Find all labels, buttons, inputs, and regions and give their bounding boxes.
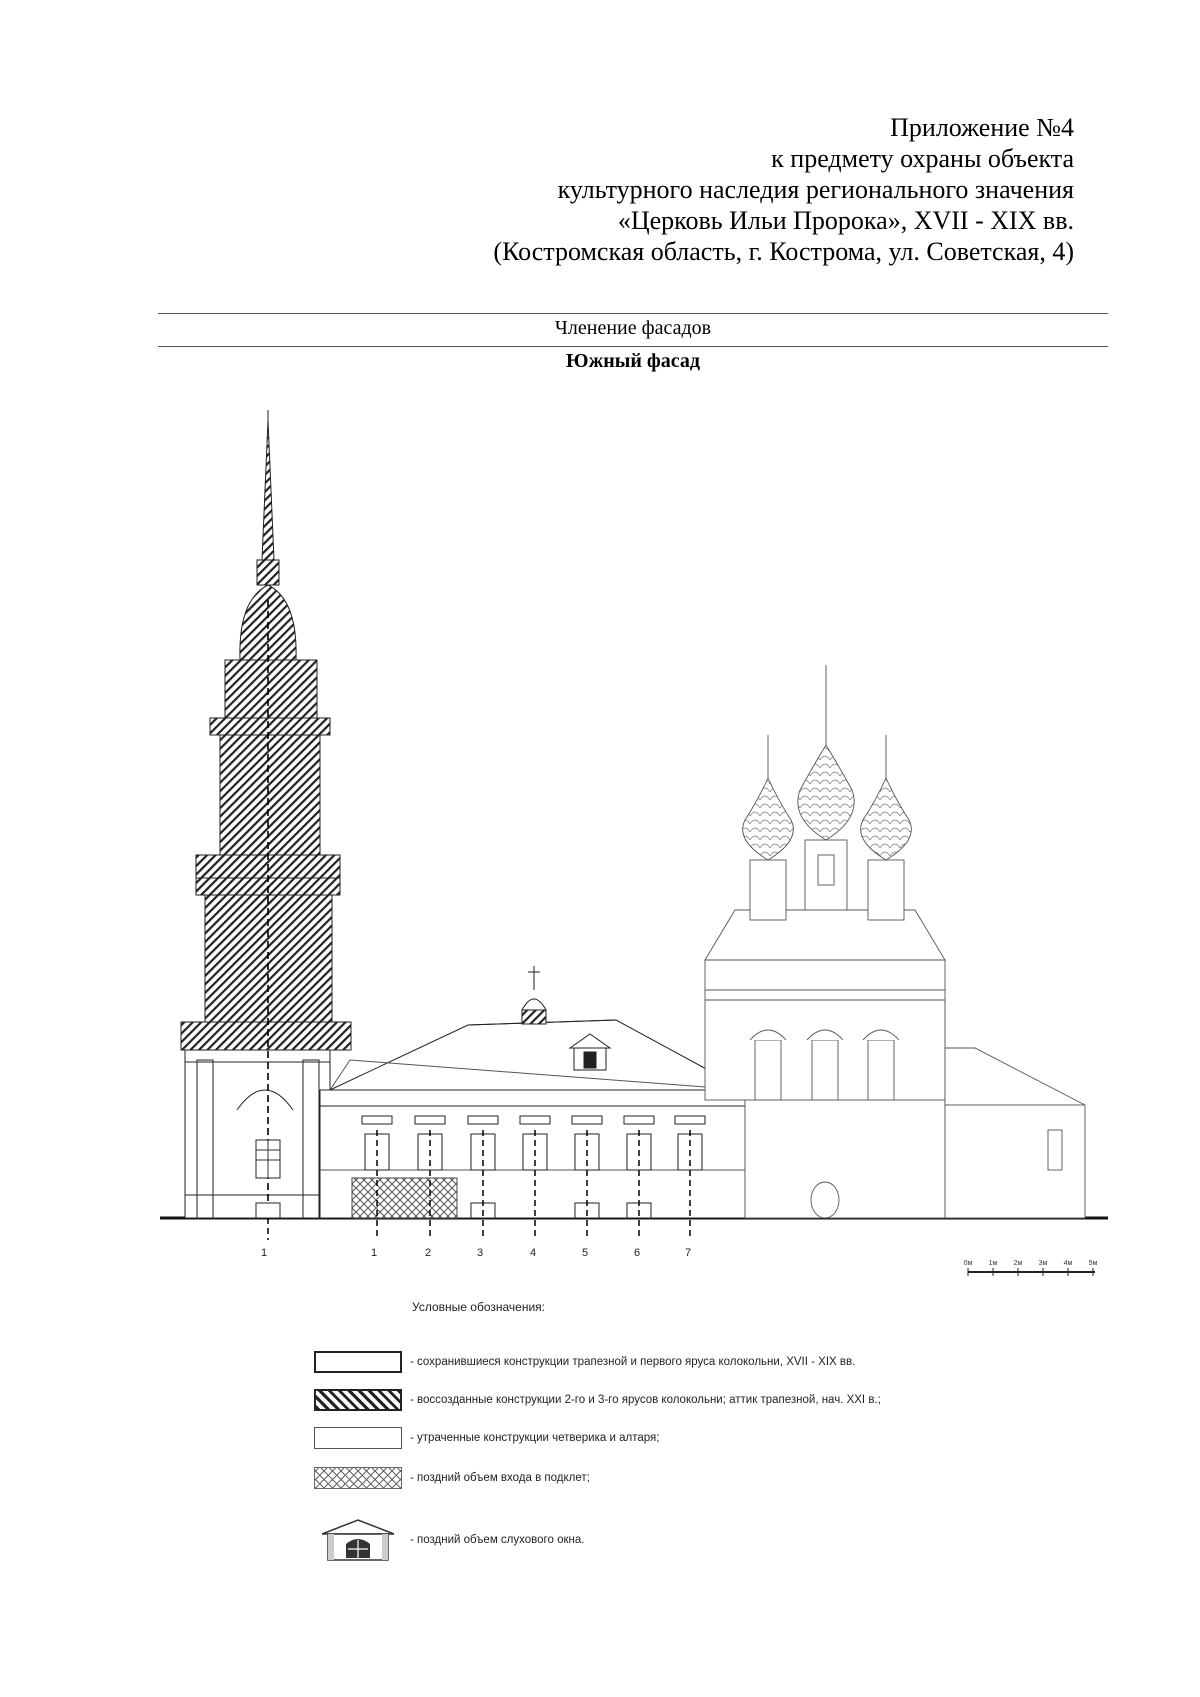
axis-label-refectory: 3 bbox=[476, 1247, 484, 1259]
axis-label-refectory: 4 bbox=[529, 1247, 537, 1259]
axis-label-refectory: 7 bbox=[684, 1247, 692, 1259]
legend-item-basement-entrance bbox=[314, 1464, 590, 1492]
legend-swatch-outline bbox=[314, 1351, 402, 1373]
legend-item-dormer bbox=[314, 1518, 584, 1562]
facade-title: Южный фасад bbox=[565, 350, 700, 372]
axis-label-refectory: 6 bbox=[633, 1247, 641, 1259]
legend-text: - сохранившиеся конструкции трапезной и первого яруса колокольни, XVII - XIX вв. bbox=[410, 1356, 856, 1368]
legend-item-preserved bbox=[314, 1348, 855, 1376]
axis-label-refectory: 5 bbox=[581, 1247, 589, 1259]
scale-label: 2м bbox=[1013, 1260, 1023, 1267]
header-line-address: (Костромская область, г. Кострома, ул. Советская, 4) bbox=[493, 237, 1074, 266]
legend-swatch-hatched bbox=[314, 1389, 402, 1411]
legend-text: - воссозданные конструкции 2-го и 3-го ярусов колокольни; аттик трапезной, нач. XXI в.; bbox=[410, 1394, 881, 1406]
scale-label: 4м bbox=[1063, 1260, 1073, 1267]
scale-label: 0м bbox=[963, 1260, 973, 1267]
legend-swatch-crosshatch bbox=[314, 1467, 402, 1489]
scale-label: 5м bbox=[1088, 1260, 1098, 1267]
legend-text: - поздний объем слухового окна. bbox=[410, 1534, 585, 1546]
legend-text: - поздний объем входа в подклет; bbox=[410, 1472, 590, 1484]
scale-label: 1м bbox=[988, 1260, 998, 1267]
dormer-window-icon bbox=[314, 1518, 402, 1562]
legend-swatch-light-outline bbox=[314, 1427, 402, 1449]
legend-title: Условные обозначения: bbox=[412, 1300, 545, 1314]
appendix-number: Приложение №4 bbox=[890, 113, 1074, 142]
refectory bbox=[268, 966, 745, 1240]
section-subtitle: Членение фасадов bbox=[554, 317, 712, 339]
legend-text: - утраченные конструкции четверика и алтаря; bbox=[410, 1432, 660, 1444]
axis-label-refectory: 1 bbox=[370, 1247, 378, 1259]
axis-label-refectory: 2 bbox=[424, 1247, 432, 1259]
church-altar bbox=[945, 1048, 1085, 1218]
legend-item-lost bbox=[314, 1424, 659, 1452]
header-line-heritage: культурного наследия регионального значения bbox=[557, 175, 1074, 204]
scale-bar bbox=[968, 1268, 1095, 1276]
header-line-object-name: «Церковь Ильи Пророка», XVII - XIX вв. bbox=[617, 206, 1074, 235]
scale-label: 3м bbox=[1038, 1260, 1048, 1267]
axis-label-tower: 1 bbox=[260, 1247, 268, 1259]
header-line-subject: к предмету охраны объекта bbox=[771, 144, 1074, 173]
legend-item-recreated bbox=[314, 1386, 881, 1414]
